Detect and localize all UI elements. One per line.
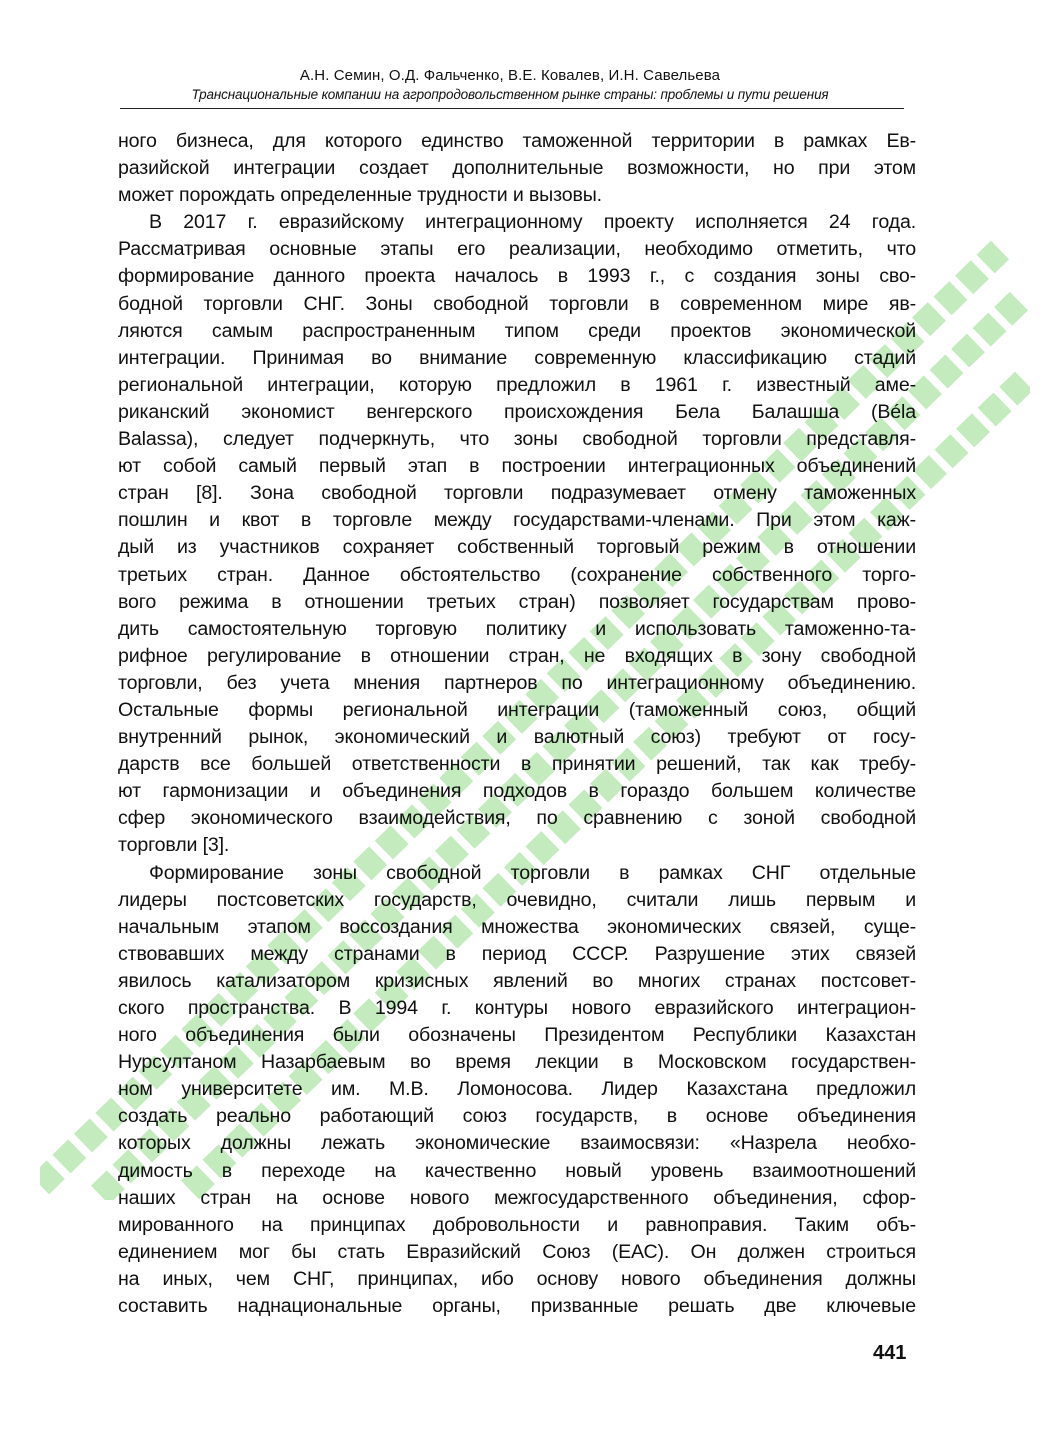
text-line: ют гармонизации и объединения подходов в гораздо большем количестве (118, 780, 916, 803)
text-line: ного объединения были обозначены Президентом Республики Казахстан (118, 1024, 916, 1047)
text-line: формирование данного проекта началось в 1993 г., с создания зоны сво- (118, 265, 916, 288)
text-line: Остальные формы региональной интеграции (таможенный союз, общий (118, 698, 916, 721)
header-rule (120, 108, 904, 109)
text-line: рифное регулирование в отношении стран, не входящих в зону свободной (118, 644, 916, 667)
page-number: 441 (873, 1342, 907, 1364)
text-line: ют собой самый первый этап в построении интеграционных объединений (118, 455, 916, 478)
text-line: ляются самым распространенным типом среди проектов экономической (118, 319, 916, 342)
text-line: на иных, чем СНГ, принципах, ибо основу нового объединения должны (118, 1267, 916, 1290)
text-line: ного бизнеса, для которого единство таможенной территории в рамках Ев- (118, 130, 916, 152)
text-line: сфер экономического взаимодействия, по сравнению с зоной свободной (118, 807, 916, 830)
text-line: третьих стран. Данное обстоятельство (сохранение собственного торго- (118, 563, 916, 586)
text-line: создать реально работающий союз государств, в основе объединения (118, 1105, 916, 1128)
text-line: Balassa), следует подчеркнуть, что зоны свободной торговли представля- (118, 428, 916, 451)
text-line: дый из участников сохраняет собственный торговый режим в отношении (118, 536, 916, 559)
text-line: наших стран на основе нового межгосударственного объединения, сфор- (118, 1186, 916, 1209)
text-line: ского пространства. В 1994 г. контуры нового евразийского интеграцион- (118, 997, 916, 1019)
paragraph-start: В 2017 г. евразийскому интеграционному проекту исполняется 24 года. (149, 211, 916, 234)
text-line: которых должны лежать экономические взаимосвязи: «Назрела необхо- (118, 1132, 916, 1155)
text-line: бодной торговли СНГ. Зоны свободной торговли в современном мире яв- (118, 292, 916, 315)
paragraph-start: Формирование зоны свободной торговли в рамках СНГ отдельные (149, 861, 916, 884)
text-line: торговли [3]. (118, 834, 230, 857)
text-line: лидеры постсоветских государств, очевидно, считали лишь первым и (118, 888, 916, 911)
text-line: торговли, без учета мнения партнеров по интеграционному объединению. (118, 671, 916, 694)
text-line: дарств все большей ответственности в принятии решений, так как требу- (118, 753, 916, 776)
running-header (120, 66, 900, 104)
text-line: разийской интеграции создает дополнительные возможности, но при этом (118, 157, 916, 180)
text-line: единением мог бы стать Евразийский Союз (ЕАС). Он должен строиться (118, 1240, 916, 1263)
text-line: ном университете им. М.В. Ломоносова. Лидер Казахстана предложил (118, 1078, 916, 1101)
text-line: составить наднациональные органы, призванные решать две ключевые (118, 1295, 916, 1318)
text-line: стран [8]. Зона свободной торговли подразумевает отмену таможенных (118, 482, 916, 505)
text-line: может порождать определенные трудности и вызовы. (118, 184, 602, 207)
text-line: региональной интеграции, которую предложил в 1961 г. известный аме- (118, 373, 916, 396)
text-line: риканский экономист венгерского происхождения Бела Балашша (Béla (118, 400, 916, 423)
text-line: внутренний рынок, экономический и валютный союз) требуют от госу- (118, 726, 916, 749)
text-line: димость в переходе на качественно новый уровень взаимоотношений (118, 1159, 916, 1182)
text-line: вого режима в отношении третьих стран) позволяет государствам прово- (118, 590, 916, 613)
text-line: ствовавших между странами в период СССР. Разрушение этих связей (118, 942, 916, 965)
text-line: Нурсултаном Назарбаевым во время лекции в Московском государствен- (118, 1051, 916, 1074)
text-line: интеграции. Принимая во внимание современную классификацию стадий (118, 346, 916, 369)
header-book-title: Транснациональные компании на агропродовольственном рынке страны: проблемы и пути решения (191, 87, 829, 102)
body-text (118, 128, 916, 1320)
text-line: Рассматривая основные этапы его реализации, необходимо отметить, что (118, 238, 916, 261)
header-authors: А.Н. Семин, О.Д. Фальченко, В.Е. Ковалев, И.Н. Савельева (299, 67, 721, 84)
text-line: мированного на принципах добровольности и равноправия. Таким объ- (118, 1213, 916, 1236)
text-line: дить самостоятельную торговую политику и использовать таможенно-та- (118, 617, 916, 640)
text-line: явилось катализатором кризисных явлений во многих странах постсовет- (118, 969, 916, 992)
text-line: пошлин и квот в торговле между государствами-членами. При этом каж- (118, 509, 916, 532)
text-line: начальным этапом воссоздания множества экономических связей, суще- (118, 915, 916, 938)
